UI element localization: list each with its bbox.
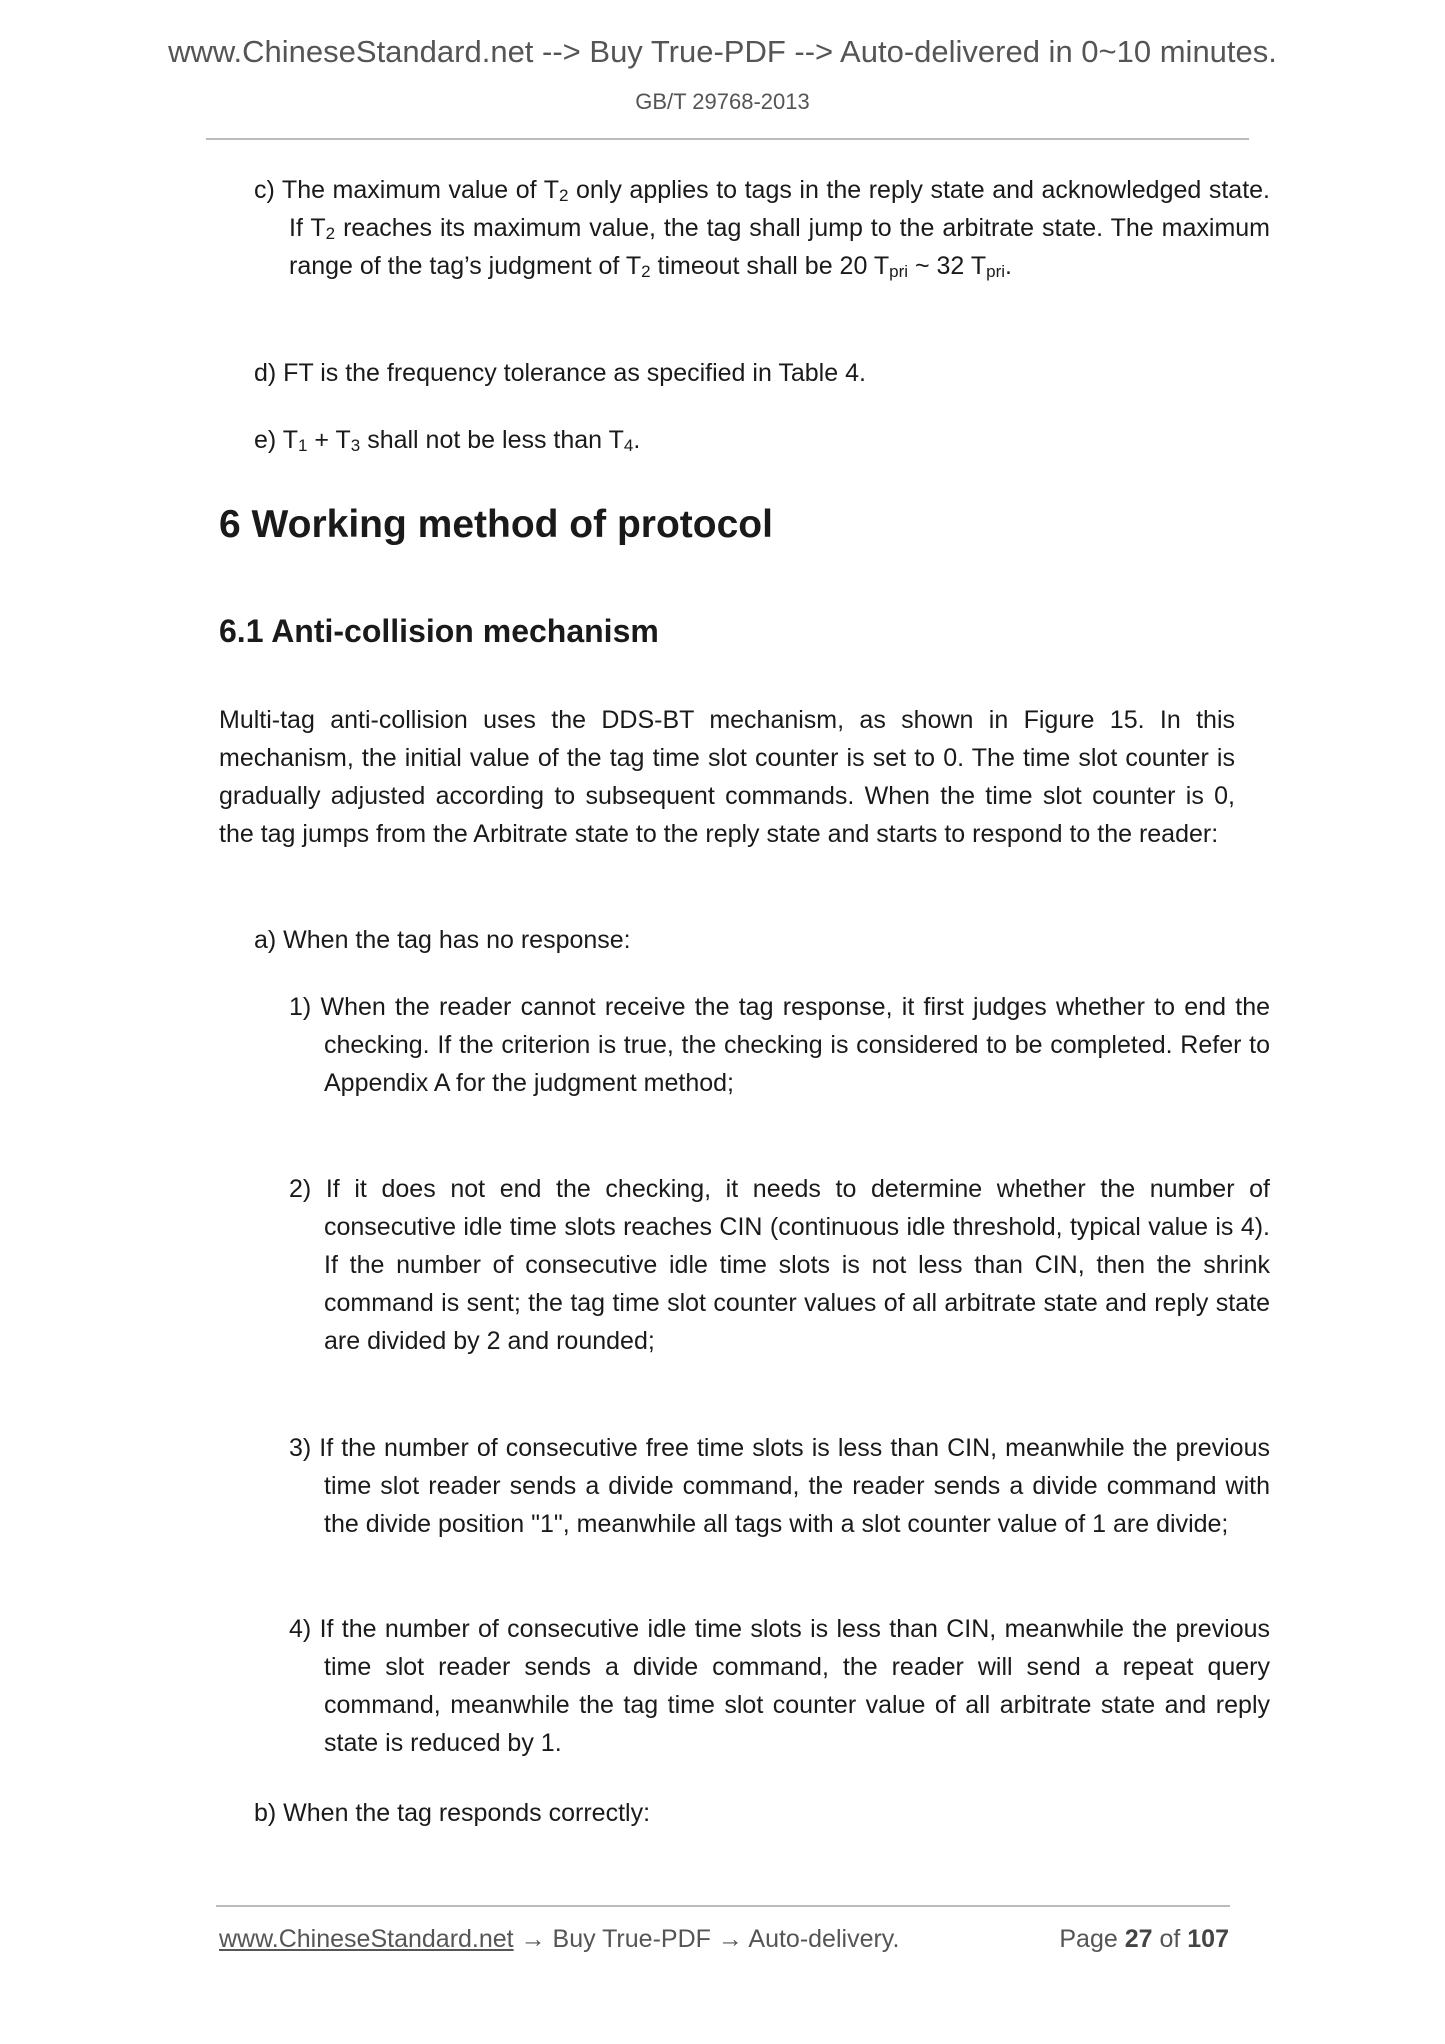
footer-link[interactable]: www.ChineseStandard.net	[219, 1925, 514, 1953]
header-banner: www.ChineseStandard.net --> Buy True-PDF --> Auto-delivered in 0~10 minutes.	[168, 34, 1277, 69]
document-id: GB/T 29768-2013	[635, 89, 810, 114]
subsection-heading: 6.1 Anti-collision mechanism	[219, 613, 659, 649]
list-item: 1) When the reader cannot receive the tag response, it first judges whether to end the checking. If the criterion is true, the checking is considered to be completed. Refer to Appendix A for the judgment method;	[289, 993, 1270, 1097]
item-a: a) When the tag has no response:	[254, 926, 631, 954]
footer-divider	[216, 1905, 1230, 1907]
section-heading: 6 Working method of protocol	[219, 503, 773, 546]
item-d: d) FT is the frequency tolerance as specified in Table 4.	[254, 359, 866, 387]
item-e: e) $T_1 + T_3$ shall not be less than $T_4$.	[254, 426, 641, 455]
item-c: c) The maximum value of $T_2$ only applies to tags in the reply state and acknowledged state. If $T_2$ reaches its maximum value, the tag shall jump to the arbitrate state. The maximum range of the tag’s judgment of $T_2$ timeout shall be 20 $T_{pri}$ ~ 32 $T_{pri}$.	[254, 176, 1270, 281]
header-divider	[206, 138, 1249, 140]
item-b: b) When the tag responds correctly:	[254, 1799, 651, 1827]
footer-text: → Buy True-PDF → Auto-delivery.	[513, 1925, 900, 1953]
list-item: 3) If the number of consecutive free time slots is less than CIN, meanwhile the previous time slot reader sends a divide command, the reader sends a divide command with the divide position "1", meanwhile all tags with a slot counter value of 1 are divide;	[289, 1434, 1270, 1538]
page-number: Page 27 of 107	[1059, 1925, 1229, 1953]
footer	[219, 1925, 1229, 1954]
intro-paragraph: Multi-tag anti-collision uses the DDS-BT mechanism, as shown in Figure 15. In this mechanism, the initial value of the tag time slot counter is set to 0. The time slot counter is gradually adjusted according to subsequent commands. When the time slot counter is 0, the tag jumps from the Arbitrate state to the reply state and starts to respond to the reader:	[219, 706, 1235, 848]
list-item: 4) If the number of consecutive idle time slots is less than CIN, meanwhile the previous time slot reader sends a divide command, the reader will send a repeat query command, meanwhile the tag time slot counter value of all arbitrate state and reply state is reduced by 1.	[289, 1615, 1270, 1757]
list-item: 2) If it does not end the checking, it needs to determine whether the number of consecutive idle time slots reaches CIN (continuous idle threshold, typical value is 4). If the number of consecutive idle time slots is not less than CIN, then the shrink command is sent; the tag time slot counter values of all arbitrate state and reply state are divided by 2 and rounded;	[289, 1175, 1270, 1355]
